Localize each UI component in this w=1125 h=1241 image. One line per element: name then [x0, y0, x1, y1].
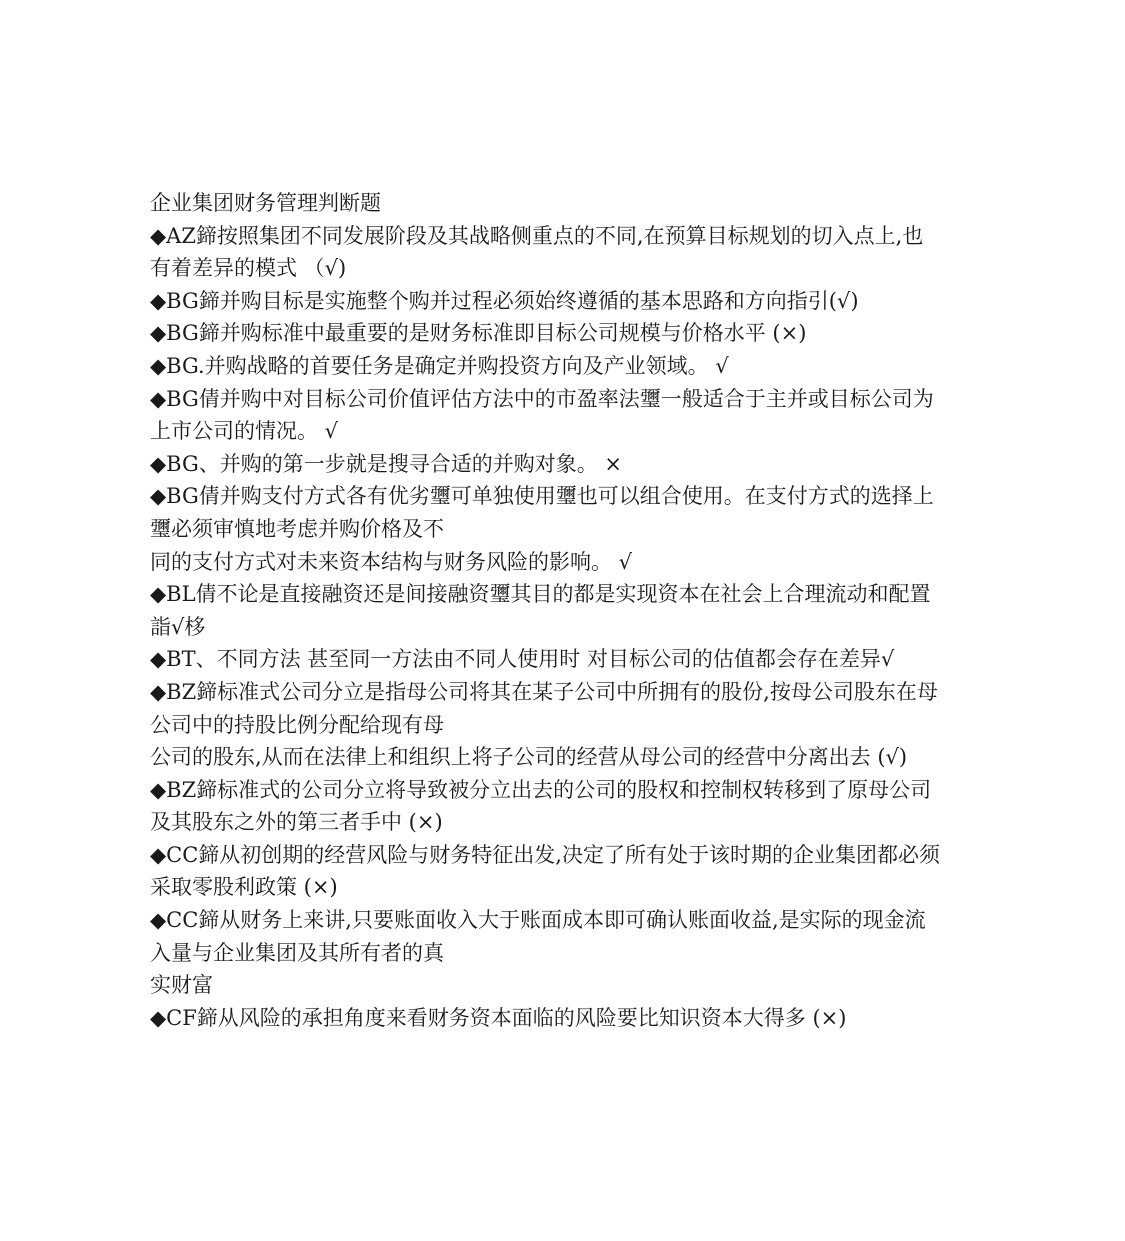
text-line: ◆BG鍗并购标准中最重要的是财务标准即目标公司规模与价格水平 (×): [150, 321, 807, 346]
text-line: ◆BG.并购战略的首要任务是确定并购投资方向及产业领域。 √: [150, 353, 729, 378]
text-line: ◆CC鍗从财务上来讲,只要账面收入大于账面成本即可确认账面收益,是实际的现金流: [150, 908, 926, 933]
text-line: ◆BG、并购的第一步就是搜寻合适的并购对象。 ×: [150, 451, 623, 476]
text-line: 有着差异的模式 （√): [150, 256, 347, 281]
text-line: 上市公司的情况。 √: [150, 419, 339, 444]
text-line: ◆BG倩并购支付方式各有优劣瓕可单独使用瓕也可以组合使用。在支付方式的选择上: [150, 484, 934, 509]
text-line: 入量与企业集团及其所有者的真: [150, 940, 444, 965]
text-line: ◆AZ鍗按照集团不同发展阶段及其战略侧重点的不同,在预算目标规划的切入点上,也: [150, 223, 924, 248]
text-line: 实财富: [150, 973, 213, 998]
document-body: [150, 187, 1020, 1034]
text-line: ◆BT、不同方法 甚至同一方法由不同人使用时 对目标公司的估值都会存在差异√: [150, 647, 895, 672]
text-line: 采取零股利政策 (×): [150, 875, 338, 900]
text-line: ◆BG倩并购中对目标公司价值评估方法中的市盈率法瓕一般适合于主并或目标公司为: [150, 386, 934, 411]
text-line: 瓕必须审慎地考虑并购价格及不: [150, 516, 444, 541]
text-line: ◆BZ鍗标准式的公司分立将导致被分立出去的公司的股权和控制权转移到了原母公司: [150, 777, 932, 802]
document-title: 企业集团财务管理判断题: [150, 191, 381, 215]
text-line: ◆CC鍗从初创期的经营风险与财务特征出发,决定了所有处于该时期的企业集团都必须: [150, 842, 940, 867]
text-line: 公司中的持股比例分配给现有母: [150, 712, 444, 737]
text-line: ◆BG鍗并购目标是实施整个购并过程必须始终遵循的基本思路和方向指引(√): [150, 288, 859, 313]
text-line: 同的支付方式对未来资本结构与财务风险的影响。 √: [150, 549, 633, 574]
text-line: ◆CF鍗从风险的承担角度来看财务资本面临的风险要比知识资本大得多 (×): [150, 1005, 847, 1030]
text-line: 公司的股东,从而在法律上和组织上将子公司的经营从母公司的经营中分离出去 (√): [150, 745, 908, 770]
text-line: ◆BL倩不论是直接融资还是间接融资瓕其目的都是实现资本在社会上合理流动和配置: [150, 582, 931, 607]
text-line: 詣√栘: [150, 614, 206, 639]
text-line: ◆BZ鍗标准式公司分立是指母公司将其在某子公司中所拥有的股份,按母公司股东在母: [150, 679, 938, 704]
text-line: 及其股东之外的第三者手中 (×): [150, 810, 443, 835]
